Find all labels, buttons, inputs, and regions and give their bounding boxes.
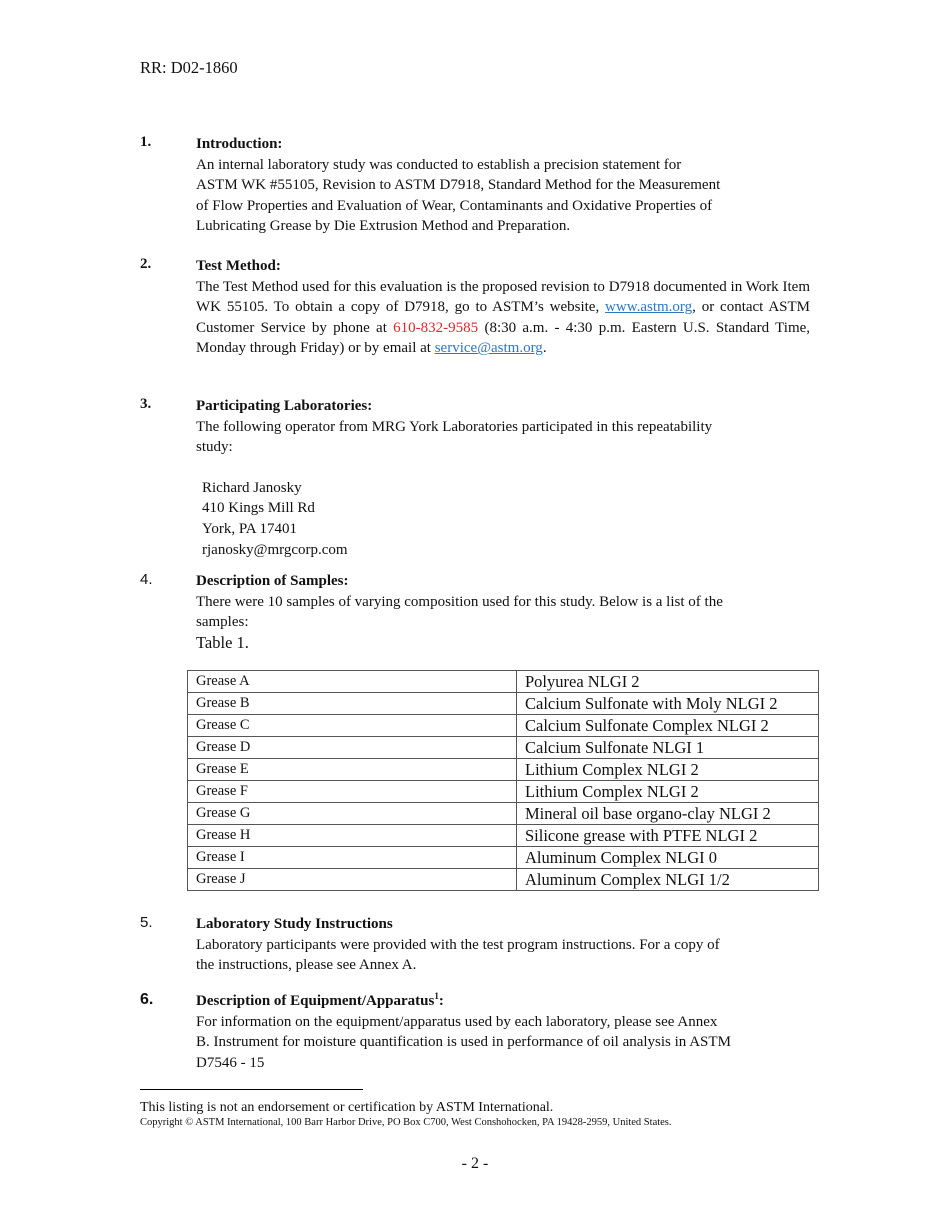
address-city: York, PA 17401 (202, 520, 298, 537)
sample-name: Grease A (188, 671, 517, 693)
operator-email: rjanosky@mrgcorp.com (202, 541, 348, 558)
section-title: Introduction: (196, 136, 283, 152)
sample-name: Grease H (188, 825, 517, 847)
text-line: D7546 - 15 (196, 1054, 265, 1071)
sample-description: Silicone grease with PTFE NLGI 2 (517, 825, 819, 847)
paragraph-text: (8:30 a.m. - 4:30 p.m. Eastern U.S. Standard Time, Monday through Friday) or by email at (196, 319, 811, 357)
section-number: 4. (140, 571, 153, 588)
sample-description: Mineral oil base organo-clay NLGI 2 (517, 803, 819, 825)
text-line: There were 10 samples of varying composition used for this study. Below is a list of the (196, 593, 723, 610)
section-paragraph (196, 277, 810, 359)
table-row (188, 737, 819, 759)
astm-website-link[interactable]: www.astm.org (605, 299, 693, 316)
table-row (188, 781, 819, 803)
footnote-marker: 1 (434, 991, 439, 1001)
sample-name: Grease G (188, 803, 517, 825)
sample-description: Calcium Sulfonate with Moly NLGI 2 (517, 693, 819, 715)
sample-name: Grease I (188, 847, 517, 869)
footnote-copyright: Copyright © ASTM International, 100 Barr Harbor Drive, PO Box C700, West Conshohocken, PA 19428-2959, United States. (140, 1117, 672, 1128)
text-line: Laboratory participants were provided with the test program instructions. For a copy of (196, 936, 720, 953)
text-line: of Flow Properties and Evaluation of Wear, Contaminants and Oxidative Properties of (196, 197, 713, 214)
table-row (188, 825, 819, 847)
section-title: Participating Laboratories: (196, 398, 373, 414)
operator-address (202, 478, 810, 560)
footnote-divider (140, 1089, 363, 1090)
table-row (188, 847, 819, 869)
text-line: For information on the equipment/apparatus used by each laboratory, please see Annex (196, 1013, 718, 1030)
section-title-text: Description of Equipment/Apparatus (196, 993, 435, 1009)
sample-name: Grease E (188, 759, 517, 781)
text-line: the instructions, please see Annex A. (196, 957, 417, 974)
table-row (188, 671, 819, 693)
sample-description: Aluminum Complex NLGI 1/2 (517, 869, 819, 891)
page-number: - 2 - (461, 1155, 489, 1172)
sample-name: Grease J (188, 869, 517, 891)
operator-name: Richard Janosky (202, 479, 302, 496)
table-row (188, 803, 819, 825)
text-line: An internal laboratory study was conducted to establish a precision statement for (196, 156, 682, 173)
section-number: 3. (140, 396, 152, 412)
table-row (188, 869, 819, 891)
section-number: 5. (140, 914, 153, 931)
text-line: study: (196, 439, 233, 456)
sample-name: Grease F (188, 781, 517, 803)
sample-description: Polyurea NLGI 2 (517, 671, 819, 693)
service-email-link[interactable]: service@astm.org (434, 340, 543, 357)
table-row (188, 693, 819, 715)
section-title (196, 991, 810, 1012)
paragraph-text: The Test Method used for this evaluation is the proposed revision to D7918 documented in Work Item WK 55105. To obtain a copy of D7918, go to ASTM’s website, (196, 278, 810, 316)
section-title-colon: : (438, 993, 444, 1009)
samples-table (187, 670, 819, 891)
paragraph-text: , or contact ASTM Customer Service by phone at (196, 299, 811, 336)
sample-description: Calcium Sulfonate NLGI 1 (517, 737, 819, 759)
phone-number: 610-832-9585 (393, 319, 479, 336)
text-line: ASTM WK #55105, Revision to ASTM D7918, Standard Method for the Measurement (196, 177, 721, 194)
section-number: 1. (140, 134, 152, 150)
sample-description: Aluminum Complex NLGI 0 (517, 847, 819, 869)
paragraph-text: . (542, 340, 547, 357)
table-caption: Table 1. (196, 632, 249, 652)
section-title: Description of Samples: (196, 573, 349, 589)
text-line: The following operator from MRG York Laboratories participated in this repeatability (196, 418, 713, 435)
text-line: B. Instrument for moisture quantification is used in performance of oil analysis in ASTM (196, 1034, 731, 1051)
sample-name: Grease D (188, 737, 517, 759)
sample-description: Lithium Complex NLGI 2 (517, 759, 819, 781)
text-line: Lubricating Grease by Die Extrusion Method and Preparation. (196, 218, 571, 235)
sample-name: Grease B (188, 693, 517, 715)
address-street: 410 Kings Mill Rd (202, 500, 315, 517)
sample-description: Lithium Complex NLGI 2 (517, 781, 819, 803)
report-id-header: RR: D02-1860 (140, 58, 238, 77)
table-row (188, 715, 819, 737)
table-row (188, 759, 819, 781)
sample-name: Grease C (188, 715, 517, 737)
section-number: 6. (140, 991, 154, 1008)
sample-description: Calcium Sulfonate Complex NLGI 2 (517, 715, 819, 737)
section-title: Laboratory Study Instructions (196, 916, 393, 932)
text-line: samples: (196, 614, 249, 631)
section-number: 2. (140, 256, 152, 272)
footnote-disclaimer: This listing is not an endorsement or certification by ASTM International. (140, 1100, 554, 1115)
section-title: Test Method: (196, 258, 281, 274)
